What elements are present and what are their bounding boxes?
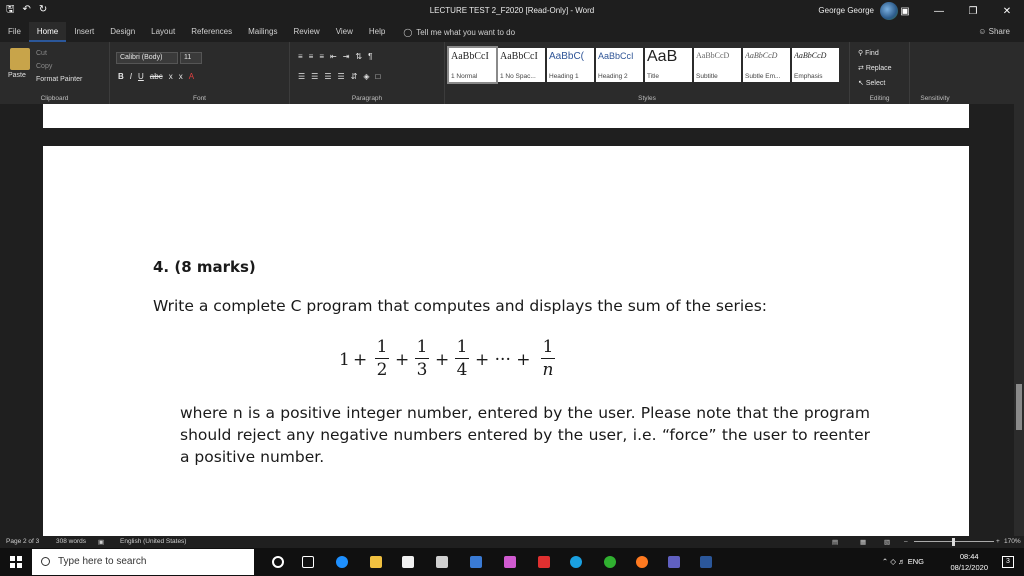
language[interactable]: English (United States) — [120, 538, 187, 545]
clock-time: 08:44 — [959, 552, 979, 561]
align-center-icon[interactable]: ☰ — [311, 72, 319, 81]
formula-plus: + — [353, 350, 368, 370]
share-button[interactable] — [978, 22, 1010, 42]
page-count[interactable]: Page 2 of 3 — [6, 538, 40, 545]
decrease-indent-icon[interactable]: ⇤ — [330, 52, 337, 61]
font-color-icon[interactable]: A — [188, 72, 195, 81]
question-heading: 4. (8 marks) — [153, 258, 256, 276]
search-placeholder: Type here to search — [58, 556, 147, 567]
network-icon[interactable]: ◇ — [890, 557, 897, 566]
fraction-denominator: n — [542, 360, 554, 380]
bold-button[interactable]: B — [118, 72, 124, 81]
clock[interactable] — [950, 551, 988, 573]
zoom-slider-thumb[interactable] — [952, 538, 955, 546]
style-no-spacing[interactable] — [498, 48, 545, 82]
save-icon[interactable]: 🖫 — [6, 4, 15, 15]
paste-button[interactable]: Paste — [8, 72, 26, 79]
notification-icon[interactable]: 3 — [1002, 556, 1014, 568]
mail-icon[interactable] — [470, 556, 482, 568]
previous-page-bottom — [43, 104, 969, 128]
minimize-icon[interactable]: — — [934, 5, 944, 17]
superscript-button[interactable]: x — [178, 72, 183, 81]
sensitivity-label: Sensitivity — [920, 95, 950, 102]
style-title[interactable] — [645, 48, 692, 82]
teams-icon[interactable] — [668, 556, 680, 568]
close-icon[interactable]: ✕ — [1002, 5, 1012, 17]
paste-icon[interactable] — [10, 48, 30, 70]
clipboard-items — [36, 47, 82, 86]
fraction-numerator: 1 — [542, 337, 554, 357]
share-label: Share — [988, 27, 1010, 36]
style-subtitle[interactable] — [694, 48, 741, 82]
tab-references[interactable]: References — [191, 27, 233, 36]
windows-start-icon[interactable] — [10, 556, 22, 568]
user-name[interactable]: George George — [818, 6, 874, 15]
fraction-numerator: 1 — [416, 337, 428, 357]
taskbar — [0, 548, 1024, 576]
format-painter-button[interactable]: Format Painter — [36, 76, 83, 83]
style-heading-2[interactable] — [596, 48, 643, 82]
style-normal[interactable] — [449, 48, 496, 82]
shading-icon[interactable]: ◈ — [363, 72, 370, 81]
vertical-scrollbar[interactable] — [1014, 104, 1024, 536]
zoom-level[interactable]: 170% — [1004, 538, 1021, 545]
increase-indent-icon[interactable]: ⇥ — [342, 52, 350, 61]
game-icon[interactable] — [504, 556, 516, 568]
paragraph-label: Paragraph — [351, 95, 383, 102]
style-name: Subtitle — [696, 73, 718, 80]
font-format-row — [118, 72, 194, 81]
status-bar — [0, 536, 1024, 548]
fraction-bar — [455, 358, 469, 359]
tab-view[interactable]: View — [335, 27, 353, 36]
formula-ellipsis: + ··· + — [475, 350, 531, 370]
fraction-denominator: 3 — [416, 360, 428, 380]
style-sample: AaBbCcD — [696, 51, 730, 60]
fraction-denominator: 4 — [456, 360, 468, 380]
style-name: Emphasis — [794, 73, 823, 80]
underline-button[interactable]: U — [138, 72, 144, 81]
office-icon[interactable] — [538, 556, 550, 568]
file-explorer-icon[interactable] — [370, 556, 382, 568]
word-count[interactable]: 308 words — [56, 538, 86, 545]
replace-icon: ⇄ — [858, 65, 864, 72]
style-name: 1 Normal — [451, 73, 478, 80]
fraction-bar — [375, 358, 389, 359]
ribbon-tabs — [0, 22, 1024, 42]
align-right-icon[interactable]: ☰ — [324, 72, 332, 81]
style-sample: AaBbCcD — [794, 51, 827, 60]
style-name: Heading 2 — [598, 73, 628, 80]
align-left-icon[interactable]: ☰ — [298, 72, 306, 81]
formula-fraction — [415, 338, 429, 379]
find-label: Find — [865, 50, 879, 57]
paragraph-row-2 — [298, 72, 380, 81]
style-name: Heading 1 — [549, 73, 579, 80]
web-layout-icon[interactable]: ▧ — [884, 539, 891, 546]
language-indicator[interactable]: ENG — [907, 557, 924, 566]
tell-me-text: Tell me what you want to do — [416, 27, 516, 37]
edge-icon[interactable] — [570, 556, 582, 568]
volume-icon[interactable]: ♬ — [898, 557, 906, 566]
tab-file[interactable]: File — [8, 27, 21, 36]
style-name: Subtle Em... — [745, 73, 781, 80]
cortana-icon[interactable] — [272, 556, 284, 568]
strikethrough-button[interactable]: abc — [149, 72, 163, 81]
tell-me-box[interactable] — [403, 28, 515, 37]
style-emphasis[interactable] — [792, 48, 839, 82]
font-size-select[interactable]: 11 — [180, 52, 202, 64]
fraction-numerator: 1 — [456, 337, 468, 357]
style-name: 1 No Spac... — [500, 73, 536, 80]
cut-button[interactable]: Cut — [36, 50, 47, 57]
tab-review[interactable]: Review — [293, 27, 320, 36]
tab-mailings[interactable]: Mailings — [248, 27, 278, 36]
style-subtle-emphasis[interactable] — [743, 48, 790, 82]
select-button[interactable] — [858, 76, 892, 91]
store-icon[interactable] — [402, 556, 414, 568]
fraction-denominator: 2 — [376, 360, 388, 380]
style-heading-1[interactable] — [547, 48, 594, 82]
editing-label: Editing — [869, 95, 890, 102]
clipboard-label: Clipboard — [40, 95, 69, 102]
share-icon: ☺ — [978, 27, 987, 36]
styles-label: Styles — [638, 95, 656, 102]
style-name: Title — [647, 73, 660, 80]
sensitivity-group — [910, 42, 960, 104]
formula-plus: + — [435, 350, 450, 370]
app-icon[interactable] — [336, 556, 348, 568]
style-sample: AaB — [647, 48, 678, 65]
ribbon-display-icon[interactable]: ▣ — [900, 5, 910, 17]
line-spacing-icon[interactable]: ⇵ — [350, 72, 358, 81]
tab-layout[interactable]: Layout — [151, 27, 176, 36]
taskbar-search-input[interactable] — [32, 549, 254, 575]
clipboard-group — [0, 42, 110, 104]
multilevel-list-icon[interactable]: ≡ — [319, 52, 325, 61]
sort-icon[interactable]: ⇅ — [355, 52, 363, 61]
formula-fraction — [541, 338, 555, 379]
restore-icon[interactable]: ❐ — [968, 5, 978, 17]
tab-help[interactable]: Help — [368, 27, 386, 36]
scrollbar-thumb[interactable] — [1016, 384, 1022, 430]
numbering-icon[interactable]: ≡ — [308, 52, 314, 61]
read-mode-icon[interactable]: ▤ — [832, 539, 839, 546]
word-icon[interactable] — [700, 556, 712, 568]
lightbulb-icon: ◯ — [403, 27, 413, 37]
borders-icon[interactable]: □ — [375, 72, 381, 81]
styles-gallery — [449, 48, 839, 82]
zoom-out-icon[interactable]: – — [904, 538, 908, 545]
formula-fraction — [455, 338, 469, 379]
justify-icon[interactable]: ☰ — [337, 72, 345, 81]
print-layout-icon[interactable]: ▦ — [860, 539, 867, 546]
font-label: Font — [192, 95, 206, 102]
document-title: LECTURE TEST 2_F2020 [Read-Only] - Word — [429, 6, 595, 15]
undo-icon[interactable]: ↶ — [22, 4, 31, 15]
fraction-numerator: 1 — [376, 337, 388, 357]
select-label: Select — [865, 80, 886, 87]
formula-lead: 1 — [339, 350, 350, 370]
style-sample: AaBbCcI — [598, 51, 634, 61]
search-icon: ⚲ — [858, 50, 864, 57]
copy-button[interactable]: Copy — [36, 63, 53, 70]
window-controls — [888, 0, 1024, 22]
cursor-icon: ↖ — [858, 80, 864, 87]
editing-commands — [858, 46, 892, 91]
font-group — [110, 42, 290, 104]
replace-label: Replace — [865, 65, 892, 72]
tab-insert[interactable]: Insert — [74, 27, 95, 36]
replace-button[interactable] — [858, 61, 892, 76]
chevron-up-icon[interactable]: ⌃ — [881, 557, 889, 566]
clock-date: 08/12/2020 — [950, 563, 988, 572]
pen-icon[interactable] — [436, 556, 448, 568]
style-sample: AaBbCcI — [500, 51, 538, 62]
tab-home[interactable]: Home — [29, 22, 66, 42]
firefox-icon[interactable] — [636, 556, 648, 568]
redo-icon[interactable]: ↻ — [38, 4, 48, 15]
paragraph-group — [290, 42, 445, 104]
search-icon — [41, 557, 50, 566]
tab-design[interactable]: Design — [110, 27, 136, 36]
question-body: Write a complete C program that computes and displays the sum of the series: — [153, 297, 767, 315]
italic-button[interactable]: I — [129, 72, 133, 81]
fraction-bar — [415, 358, 429, 359]
paragraph-row-1 — [298, 52, 372, 61]
ribbon — [0, 42, 1024, 104]
pilcrow-icon[interactable]: ¶ — [368, 52, 373, 61]
style-sample: AaBbC( — [549, 51, 585, 62]
proofing-icon[interactable]: ▣ — [98, 539, 105, 546]
formula-plus: + — [395, 350, 410, 370]
find-button[interactable] — [858, 46, 892, 61]
subscript-button[interactable]: x — [168, 72, 173, 81]
zoom-in-icon[interactable]: + — [996, 538, 1000, 545]
title-bar — [0, 0, 1024, 22]
system-tray — [882, 557, 924, 566]
chrome-icon[interactable] — [604, 556, 616, 568]
task-view-icon[interactable] — [302, 556, 314, 568]
fraction-bar — [541, 358, 555, 359]
font-name-select[interactable]: Calibri (Body) — [116, 52, 178, 64]
bullets-icon[interactable]: ≡ — [298, 52, 303, 61]
question-note: where n is a positive integer number, entered by the user. Please note that the program should reject any negative numbers entered by the user, i.e. “force” the user to reenter a positive number. — [180, 404, 870, 466]
style-sample: AaBbCcD — [745, 51, 778, 60]
style-sample: AaBbCcI — [451, 51, 489, 62]
document-page[interactable] — [43, 146, 969, 536]
series-formula — [339, 338, 569, 382]
formula-fraction — [375, 338, 389, 379]
